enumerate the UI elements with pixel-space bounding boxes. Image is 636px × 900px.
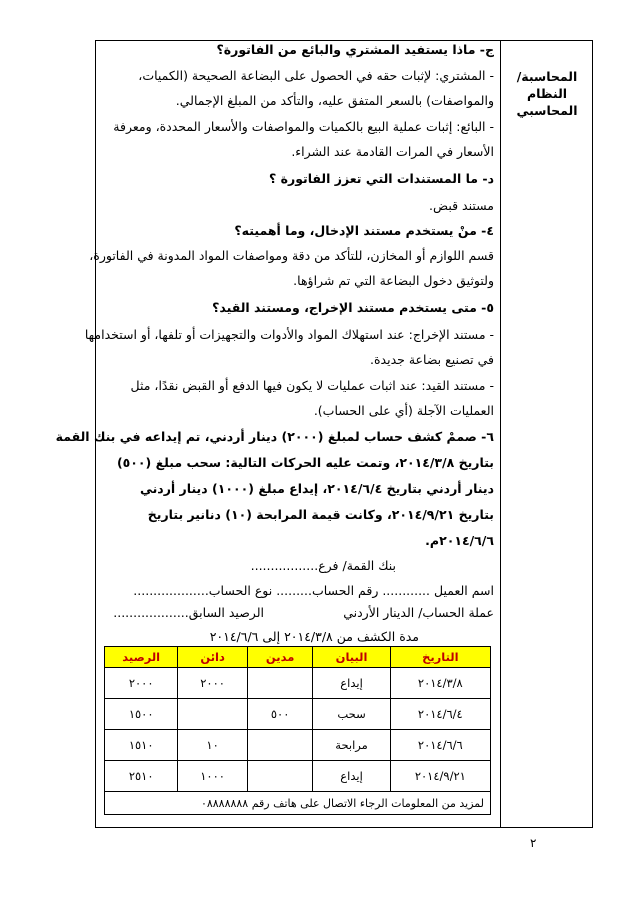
q6-line-4: بتاريخ ٢٠١٤/٩/٢١، وكانت قيمة المرابحة (١٠) دنانير بتاريخ bbox=[147, 507, 494, 522]
cell-balance: ٢٠٠٠ bbox=[105, 668, 178, 699]
cell-balance: ١٥١٠ bbox=[105, 730, 178, 761]
cell-description: سحب bbox=[313, 699, 390, 730]
table-row bbox=[105, 668, 491, 699]
statement-currency: عملة الحساب/ الدينار الأردني bbox=[343, 605, 494, 620]
cell-debit: ٥٠٠ bbox=[247, 699, 313, 730]
q6-line-1: ٦- صممْ كشف حساب لمبلغ (٢٠٠٠) دينار أردني، تم إيداعه في بنك القمة bbox=[55, 429, 494, 444]
q4-answer-2: ولتوثيق دخول البضاعة التي تم شراؤها. bbox=[293, 273, 494, 288]
q6-line-2: بتاريخ ٢٠١٤/٣/٨، وتمت عليه الحركات التالية: سحب مبلغ (٥٠٠) bbox=[116, 455, 494, 470]
statement-bank: بنك القمة/ فرع................. bbox=[250, 558, 396, 573]
header-date: التاريخ bbox=[390, 647, 490, 668]
cell-debit bbox=[247, 730, 313, 761]
q5-title: ٥- متى يستخدم مستند الإخراج، ومستند القيد؟ bbox=[212, 300, 494, 315]
header-balance: الرصيد bbox=[105, 647, 178, 668]
header-credit: دائن bbox=[178, 647, 247, 668]
table-row bbox=[105, 730, 491, 761]
statement-previous-balance: الرصيد السابق................... bbox=[113, 605, 264, 620]
header-description: البيان bbox=[313, 647, 390, 668]
table-header-row bbox=[105, 647, 491, 668]
cell-balance: ٢٥١٠ bbox=[105, 761, 178, 792]
q6-line-3: دينار أردني بتاريخ ٢٠١٤/٦/٤، إيداع مبلغ (١٠٠٠) دينار أردني bbox=[139, 481, 494, 496]
q5-entry-line-1: - مستند القيد: عند اثبات عمليات لا يكون فيها الدفع أو القبض نقدًا، مثل bbox=[130, 378, 494, 393]
cell-credit bbox=[178, 699, 247, 730]
statement-customer: اسم العميل ............ رقم الحساب......... نوع الحساب................... bbox=[133, 583, 494, 598]
cell-description: مرابحة bbox=[313, 730, 390, 761]
q6-line-5: ٢٠١٤/٦/٦م. bbox=[425, 533, 494, 548]
statement-period: مدة الكشف من ٢٠١٤/٣/٨ إلى ٢٠١٤/٦/٦ bbox=[209, 629, 419, 644]
cell-credit: ١٠ bbox=[178, 730, 247, 761]
cell-balance: ١٥٠٠ bbox=[105, 699, 178, 730]
buyer-line-1: - المشتري: لإثبات حقه في الحصول على البضاعة الصحيحة (الكميات، bbox=[138, 68, 494, 83]
cell-description: إيداع bbox=[313, 761, 390, 792]
section-d-answer: مستند قبض. bbox=[429, 198, 494, 213]
table-row bbox=[105, 761, 491, 792]
cell-date: ٢٠١٤/٦/٦ bbox=[390, 730, 490, 761]
q4-title: ٤- منْ يستخدم مستند الإدخال، وما أهميته؟ bbox=[234, 223, 494, 238]
q5-entry-line-2: العمليات الآجلة (أي على الحساب). bbox=[313, 403, 494, 418]
section-j-title: ج- ماذا يستفيد المشتري والبائع من الفاتورة؟ bbox=[216, 42, 494, 57]
cell-description: إيداع bbox=[313, 668, 390, 699]
subject-label: المحاسبة/ النظام المحاسبي bbox=[516, 69, 578, 118]
seller-line-2: الأسعار في المرات القادمة عند الشراء. bbox=[291, 144, 494, 159]
account-statement-table bbox=[104, 646, 491, 815]
cell-credit: ٢٠٠٠ bbox=[178, 668, 247, 699]
table-footer-note: لمزيد من المعلومات الرجاء الاتصال على هاتف رقم ٠٨٨٨٨٨٨٨ bbox=[105, 792, 491, 815]
q5-out-line-2: في تصنيع بضاعة جديدة. bbox=[370, 352, 494, 367]
column-divider bbox=[500, 40, 501, 828]
header-debit: مدين bbox=[247, 647, 313, 668]
section-d-title: د- ما المستندات التي تعزز الفاتورة ؟ bbox=[269, 171, 494, 186]
cell-credit: ١٠٠٠ bbox=[178, 761, 247, 792]
cell-debit bbox=[247, 668, 313, 699]
page-number: ٢ bbox=[530, 836, 537, 850]
buyer-line-2: والمواصفات) بالسعر المتفق عليه، والتأكد من المبلغ الإجمالي. bbox=[175, 93, 494, 108]
cell-date: ٢٠١٤/٩/٢١ bbox=[390, 761, 490, 792]
seller-line-1: - البائع: إثبات عملية البيع بالكميات والمواصفات والأسعار المحددة، ومعرفة bbox=[113, 119, 494, 134]
cell-debit bbox=[247, 761, 313, 792]
q4-answer-1: قسم اللوازم أو المخازن، للتأكد من دقة ومواصفات المواد المدونة في الفاتورة، bbox=[89, 248, 494, 263]
cell-date: ٢٠١٤/٣/٨ bbox=[390, 668, 490, 699]
q5-out-line-1: - مستند الإخراج: عند استهلاك المواد والأدوات والتجهيزات أو تلفها، أو استخدامها bbox=[84, 327, 494, 342]
table-row bbox=[105, 699, 491, 730]
table-footer-row bbox=[105, 792, 491, 815]
cell-date: ٢٠١٤/٦/٤ bbox=[390, 699, 490, 730]
